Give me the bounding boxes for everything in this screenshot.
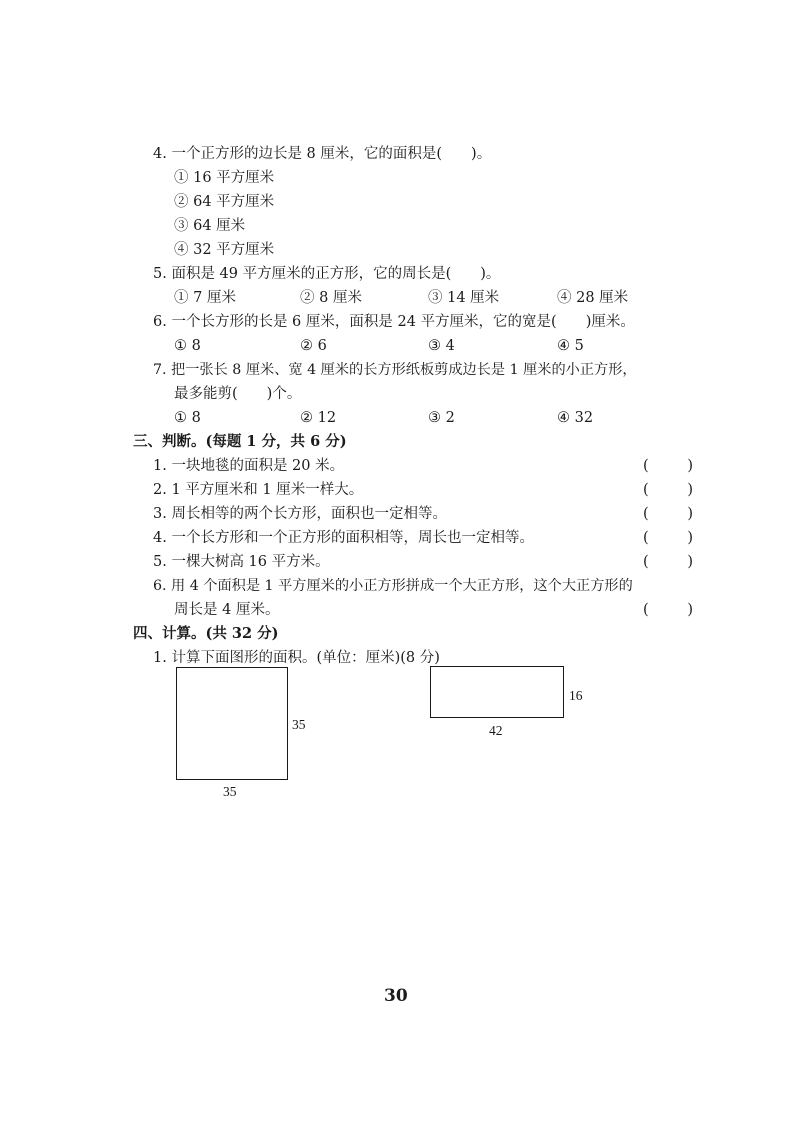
paren-open: ( — [643, 482, 649, 498]
rectangle-figure — [430, 666, 564, 718]
judge-item-4: 4. 一个长方形和一个正方形的面积相等，周长也一定相等。 — [153, 530, 534, 546]
judge-item-3: 3. 周长相等的两个长方形，面积也一定相等。 — [153, 506, 447, 522]
q5-option-1: ① 7 厘米 — [174, 290, 236, 306]
rectangle-side-label: 16 — [569, 688, 583, 703]
judge-item-6: 6. 用 4 个面积是 1 平方厘米的小正方形拼成一个大正方形，这个大正方形的 — [153, 578, 633, 594]
calc-section-heading: 四、计算。(共 32 分) — [133, 625, 279, 642]
q6-option-1: ① 8 — [174, 338, 201, 354]
judge-answer-box-5[interactable] — [643, 552, 693, 572]
q6-stem: 6. 一个长方形的长是 6 厘米，面积是 24 平方厘米，它的宽是( )厘米。 — [153, 314, 635, 330]
judge-item-6-continued: 周长是 4 厘米。 — [174, 602, 280, 618]
paren-close: ) — [687, 554, 693, 570]
paren-open: ( — [643, 530, 649, 546]
q6-option-4: ④ 5 — [557, 338, 584, 354]
q7-stem-continued: 最多能剪( )个。 — [174, 386, 302, 402]
judge-section-heading: 三、判断。(每题 1 分，共 6 分) — [133, 433, 347, 450]
q5-option-3: ③ 14 厘米 — [428, 290, 500, 306]
q6-option-3: ③ 4 — [428, 338, 455, 354]
judge-item-2: 2. 1 平方厘米和 1 厘米一样大。 — [153, 482, 364, 498]
paren-close: ) — [687, 602, 693, 618]
q4-option-4: ④ 32 平方厘米 — [174, 242, 275, 258]
judge-answer-box-2[interactable] — [643, 480, 693, 500]
q5-stem: 5. 面积是 49 平方厘米的正方形，它的周长是( )。 — [153, 266, 501, 282]
q4-option-2: ② 64 平方厘米 — [174, 194, 275, 210]
q4-stem: 4. 一个正方形的边长是 8 厘米，它的面积是( )。 — [153, 146, 492, 162]
q4-option-3: ③ 64 厘米 — [174, 218, 246, 234]
paren-open: ( — [643, 506, 649, 522]
calc-question-1: 1. 计算下面图形的面积。(单位：厘米)(8 分) — [153, 650, 440, 666]
paren-open: ( — [643, 554, 649, 570]
q7-option-3: ③ 2 — [428, 410, 455, 426]
q7-option-2: ② 12 — [300, 410, 337, 426]
page-number: 30 — [384, 986, 408, 1006]
judge-answer-box-4[interactable] — [643, 528, 693, 548]
square-bottom-label: 35 — [223, 784, 237, 799]
square-side-label: 35 — [292, 717, 306, 732]
paren-open: ( — [643, 602, 649, 618]
q5-option-2: ② 8 厘米 — [300, 290, 362, 306]
judge-item-5: 5. 一棵大树高 16 平方米。 — [153, 554, 330, 570]
q7-stem: 7. 把一张长 8 厘米、宽 4 厘米的长方形纸板剪成边长是 1 厘米的小正方形， — [153, 362, 637, 378]
rectangle-bottom-label: 42 — [489, 723, 503, 738]
q7-option-4: ④ 32 — [557, 410, 594, 426]
paren-close: ) — [687, 458, 693, 474]
paren-open: ( — [643, 458, 649, 474]
judge-answer-box-1[interactable] — [643, 456, 693, 476]
q5-option-4: ④ 28 厘米 — [557, 290, 629, 306]
q4-option-1: ① 16 平方厘米 — [174, 170, 275, 186]
paren-close: ) — [687, 530, 693, 546]
q6-option-2: ② 6 — [300, 338, 327, 354]
paren-close: ) — [687, 506, 693, 522]
q7-option-1: ① 8 — [174, 410, 201, 426]
judge-item-1: 1. 一块地毯的面积是 20 米。 — [153, 458, 345, 474]
paren-close: ) — [687, 482, 693, 498]
judge-answer-box-3[interactable] — [643, 504, 693, 524]
square-figure — [176, 667, 288, 780]
judge-answer-box-6[interactable] — [643, 600, 693, 620]
